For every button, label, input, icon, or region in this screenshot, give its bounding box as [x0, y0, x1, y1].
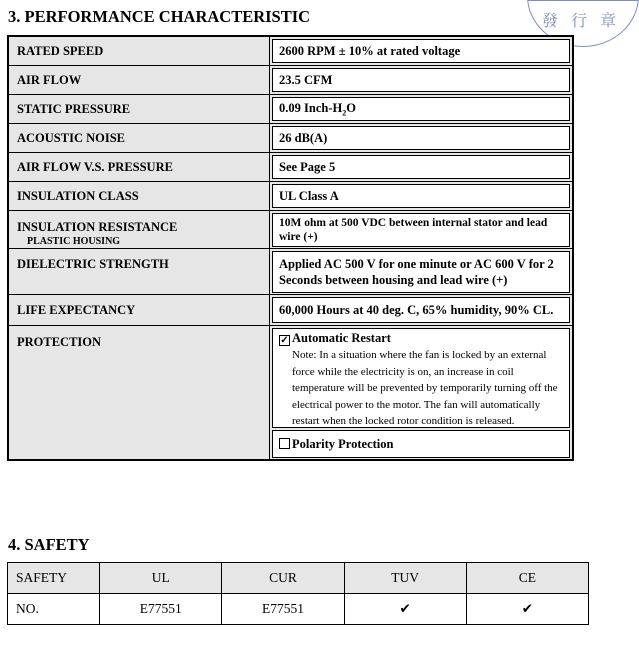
table-row [8, 326, 573, 460]
row-sublabel: PLASTIC HOUSING [27, 236, 121, 247]
table-row [8, 95, 573, 124]
section-4-title: 4. SAFETY [8, 535, 90, 554]
header-cell: TUV [344, 563, 466, 594]
row-label: LIFE EXPECTANCY [8, 295, 270, 326]
row-value [270, 295, 574, 326]
table-row [8, 36, 573, 66]
section-3-title: 3. PERFORMANCE CHARACTERISTIC [8, 7, 311, 26]
check-mark-icon: ✔ [344, 594, 466, 625]
row-label: AIR FLOW V.S. PRESSURE [8, 153, 270, 182]
insulation-class-value: UL Class A [279, 188, 339, 203]
table-cell: E77551 [222, 594, 344, 625]
row-value [270, 124, 574, 153]
protection-note: Note: In a situation where the fan is locked by an external force while the electricity is on, an increase in coil temperature will be prevented by temporarily turning off the electrical power to the motor. The fan will automatically restart when the locked rotor condition is released. [292, 349, 558, 427]
row-label: RATED SPEED [8, 36, 270, 66]
row-value [270, 153, 574, 182]
dielectric-strength-value: Applied AC 500 V for one minute or AC 600 V for 2 Seconds between housing and lead wire (+) [279, 257, 554, 287]
safety-table [7, 562, 589, 625]
unchecked-box-icon [279, 438, 290, 449]
table-row [8, 124, 573, 153]
header-cell: CE [466, 563, 588, 594]
row-value [270, 249, 574, 295]
table-row [8, 66, 573, 95]
performance-table [7, 35, 574, 461]
insulation-resistance-value: 10M ohm at 500 VDC between internal stator and lead wire (+) [279, 217, 548, 243]
header-cell: SAFETY [8, 563, 100, 594]
row-value [270, 326, 574, 460]
check-mark-icon: ✔ [466, 594, 588, 625]
table-cell: NO. [8, 594, 100, 625]
row-value [270, 182, 574, 211]
row-value [270, 95, 574, 124]
header-cell: CUR [222, 563, 344, 594]
row-label: INSULATION RESISTANCE PLASTIC HOUSING [8, 211, 270, 249]
table-row [8, 295, 573, 326]
row-label: PROTECTION [8, 326, 270, 460]
row-label: ACOUSTIC NOISE [8, 124, 270, 153]
table-cell: E77551 [100, 594, 222, 625]
polarity-protection-option: Polarity Protection [279, 437, 569, 452]
table-row [8, 153, 573, 182]
row-label: INSULATION CLASS [8, 182, 270, 211]
row-value [270, 66, 574, 95]
stamp-divider [528, 0, 638, 1]
row-label: DIELECTRIC STRENGTH [8, 249, 270, 295]
rated-speed-value: 2600 RPM ± 10% at rated voltage [279, 43, 461, 58]
row-value [270, 36, 574, 66]
table-row [8, 211, 573, 249]
life-expectancy-value: 60,000 Hours at 40 deg. C, 65% humidity, 90% CL. [279, 302, 554, 317]
table-row [8, 249, 573, 295]
table-row [8, 594, 589, 625]
stamp-chars: 發 行 章 [542, 11, 621, 30]
row-value [270, 211, 574, 249]
automatic-restart-option: ✓ Automatic Restart [280, 331, 391, 346]
table-header-row [8, 563, 589, 594]
acoustic-noise-value: 26 dB(A) [279, 130, 328, 145]
header-cell: UL [100, 563, 222, 594]
row-label: AIR FLOW [8, 66, 270, 95]
air-flow-value: 23.5 CFM [279, 72, 333, 87]
table-row [8, 182, 573, 211]
checked-box-icon: ✓ [280, 335, 289, 346]
static-pressure-value: 0.09 Inch-$H_2O$ [279, 100, 356, 118]
air-flow-pressure-value: See Page 5 [279, 159, 336, 174]
row-label: STATIC PRESSURE [8, 95, 270, 124]
